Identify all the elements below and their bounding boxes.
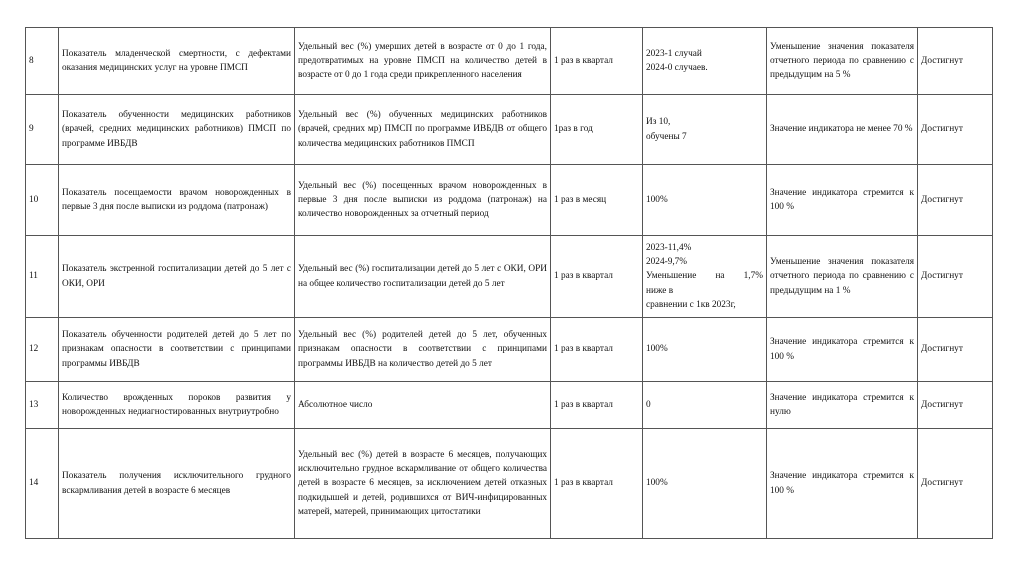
indicator-period: 1 раз в квартал — [551, 318, 643, 382]
indicator-target: Уменьшение значения показателя отчетного периода по сравнению с предыдущим на 1 % — [767, 236, 918, 318]
indicator-target: Значение индикатора не менее 70 % — [767, 95, 918, 165]
indicator-value — [643, 382, 767, 429]
indicator-status: Достигнут — [918, 318, 993, 382]
indicator-period: 1 раз в квартал — [551, 28, 643, 95]
value-line: 2023-11,4% — [646, 242, 692, 253]
value-line: 100% — [646, 194, 668, 205]
indicator-target: Значение индикатора стремится к нулю — [767, 382, 918, 429]
indicator-formula: Удельный вес (%) родителей детей до 5 лет, обученных признакам опасности в соответствии с принципами программы ИВБДВ на количество детей до 5 лет — [295, 318, 551, 382]
indicator-status: Достигнут — [918, 165, 993, 236]
indicator-formula: Удельный вес (%) детей в возрасте 6 месяцев, получающих исключительно грудное вскармливание от общего количества детей в возрасте 6 месяцев, за исключением детей отказных подкидышей и детей, родившихся от ВИЧ-инфицированных матерей, матерей, принимающих цитостатики — [295, 429, 551, 539]
table-row — [26, 28, 993, 95]
indicator-name: Количество врожденных пороков развития у новорожденных недиагностированных внутриутробно — [59, 382, 295, 429]
value-line: 100% — [646, 344, 668, 355]
indicator-value — [643, 28, 767, 95]
table-row — [26, 382, 993, 429]
table-row — [26, 95, 993, 165]
table-row — [26, 318, 993, 382]
value-line: обучены 7 — [646, 131, 687, 142]
indicator-period: 1 раз в квартал — [551, 429, 643, 539]
indicator-period: 1раз в год — [551, 95, 643, 165]
indicator-value — [643, 165, 767, 236]
indicator-value — [643, 95, 767, 165]
table-row — [26, 429, 993, 539]
indicator-name: Показатель посещаемости врачом новорожденных в первые 3 дня после выписки из роддома (патронаж) — [59, 165, 295, 236]
indicator-formula: Абсолютное число — [295, 382, 551, 429]
indicator-target: Значение индикатора стремится к 100 % — [767, 318, 918, 382]
indicator-status: Достигнут — [918, 382, 993, 429]
indicator-value — [643, 236, 767, 318]
indicator-period: 1 раз в квартал — [551, 382, 643, 429]
value-line: ниже в — [646, 285, 674, 296]
indicator-name: Показатель обученности родителей детей до 5 лет по признакам опасности в соответствии с принципами программы ИВБДВ — [59, 318, 295, 382]
indicator-formula: Удельный вес (%) умерших детей в возрасте от 0 до 1 года, предотвратимых на уровне ПМСП на количество детей в возрасте от 0 до 1 года среди прикрепленного населения — [295, 28, 551, 95]
row-number: 13 — [26, 382, 59, 429]
indicator-value — [643, 429, 767, 539]
indicator-name: Показатель обученности медицинских работников (врачей, средних медицинских работников) ПМСП по программе ИВБДВ — [59, 95, 295, 165]
indicator-period: 1 раз в месяц — [551, 165, 643, 236]
indicator-status: Достигнут — [918, 28, 993, 95]
value-line: Уменьшение на 1,7% — [646, 271, 763, 282]
indicator-name: Показатель младенческой смертности, с дефектами оказания медицинских услуг на уровне ПМСП — [59, 28, 295, 95]
indicator-formula: Удельный вес (%) обученных медицинских работников (врачей, средних мр) ПМСП по программе ИВБДВ от общего количества медицинских работников ПМСП — [295, 95, 551, 165]
indicators-table — [25, 27, 993, 539]
indicator-target: Значение индикатора стремится к 100 % — [767, 165, 918, 236]
indicator-formula: Удельный вес (%) госпитализации детей до 5 лет с ОКИ, ОРИ на общее количество госпитализации детей до 5 лет — [295, 236, 551, 318]
row-number: 8 — [26, 28, 59, 95]
indicator-status: Достигнут — [918, 236, 993, 318]
value-line: Из 10, — [646, 117, 671, 128]
row-number: 11 — [26, 236, 59, 318]
value-line: 2024-9,7% — [646, 257, 688, 268]
row-number: 10 — [26, 165, 59, 236]
indicator-name: Показатель получения исключительного грудного вскармливания детей в возрасте 6 месяцев — [59, 429, 295, 539]
indicator-formula: Удельный вес (%) посещенных врачом новорожденных в первые 3 дня после выписки из роддома (патронаж) на количество новорожденных за отчетный период — [295, 165, 551, 236]
indicator-value — [643, 318, 767, 382]
indicator-target: Значение индикатора стремится к 100 % — [767, 429, 918, 539]
value-line: сравнении с 1кв 2023г, — [646, 299, 736, 310]
indicator-period: 1 раз в квартал — [551, 236, 643, 318]
indicator-target: Уменьшение значения показателя отчетного периода по сравнению с предыдущим на 5 % — [767, 28, 918, 95]
value-line: 0 — [646, 399, 651, 410]
table-row — [26, 165, 993, 236]
value-line: 2024-0 случаев. — [646, 63, 708, 73]
row-number: 12 — [26, 318, 59, 382]
table-row — [26, 236, 993, 318]
value-line: 2023-1 случай — [646, 48, 702, 59]
indicator-status: Достигнут — [918, 429, 993, 539]
row-number: 14 — [26, 429, 59, 539]
value-line: 100% — [646, 478, 668, 489]
indicator-name: Показатель экстренной госпитализации детей до 5 лет с ОКИ, ОРИ — [59, 236, 295, 318]
row-number: 9 — [26, 95, 59, 165]
indicator-status: Достигнут — [918, 95, 993, 165]
